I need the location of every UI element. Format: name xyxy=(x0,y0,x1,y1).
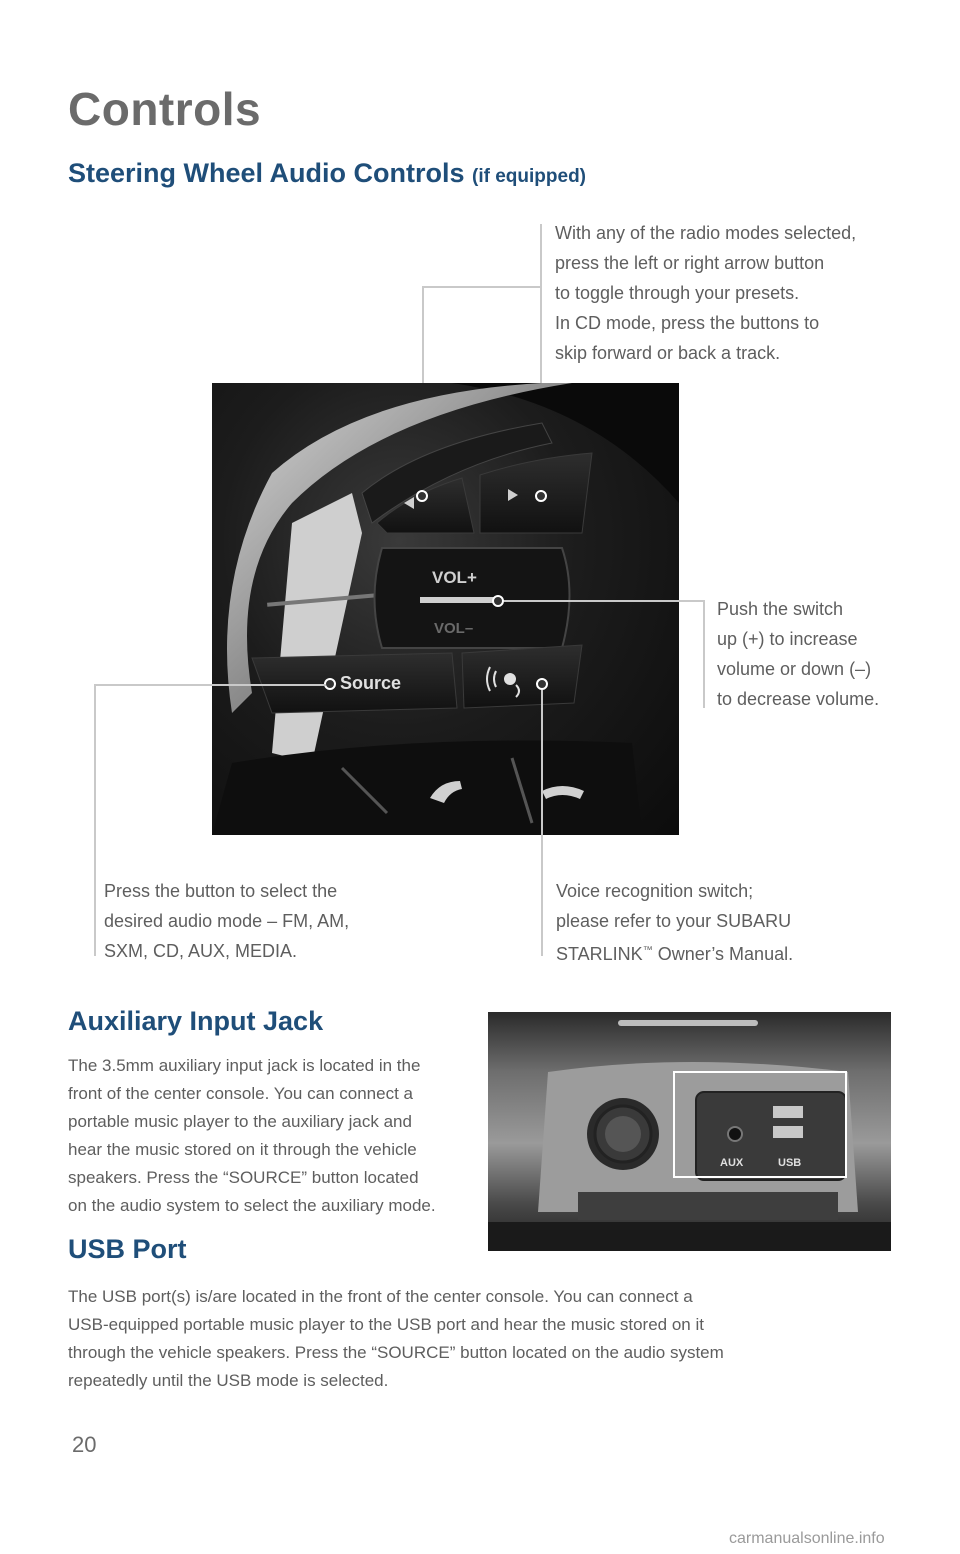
leader-line-left-arrow-horizontal xyxy=(422,286,542,288)
voice-text-main: Voice recognition switch; please refer to your SUBARU STARLINK xyxy=(556,881,792,964)
page-title: Controls xyxy=(68,83,262,135)
steering-title-suffix: (if equipped) xyxy=(472,166,586,187)
leader-line-volume-vertical xyxy=(703,600,705,708)
callout-arrow-buttons: With any of the radio modes selected, press the left or right arrow button to toggle through your presets. In CD mode, press the buttons to skip forward or back a track. xyxy=(555,223,857,363)
left-arrow-marker-dot xyxy=(416,490,428,502)
trademark-symbol: ™ xyxy=(642,945,653,956)
leader-line-voice xyxy=(541,690,543,956)
vol-up-label: VOL+ xyxy=(432,568,477,587)
volume-marker-dot xyxy=(492,595,504,607)
steering-wheel-photo xyxy=(212,383,679,835)
usb-section-title: USB Port xyxy=(68,1234,187,1264)
aux-port-label: AUX xyxy=(720,1157,744,1169)
center-console-photo xyxy=(488,1012,891,1251)
leader-line-source-vertical xyxy=(94,684,96,956)
aux-section-text: The 3.5mm auxiliary input jack is located in the front of the center console. You can connect a portable music player to the auxiliary jack and hear the music stored on it through the vehicle speakers. Press the “SOURCE” button located on the audio system to select the auxiliary mode. xyxy=(68,1056,436,1215)
watermark: carmanualsonline.info xyxy=(729,1530,885,1547)
usb-section-text: The USB port(s) is/are located in the front of the center console. You can connect a USB-equipped portable music player to the USB port and hear the music stored on it through the vehicle speakers. Press the “SOURCE” button located on the audio system repeatedly until the USB mode is selected. xyxy=(68,1287,724,1390)
callout-voice-recognition xyxy=(556,876,793,969)
leader-line-volume xyxy=(504,600,704,602)
center-console-illustration xyxy=(488,1012,891,1251)
steering-section-title xyxy=(68,158,586,189)
voice-text-end: Owner’s Manual. xyxy=(652,944,794,964)
aux-section-title: Auxiliary Input Jack xyxy=(68,1006,324,1036)
voice-marker-dot xyxy=(536,678,548,690)
steering-wheel-illustration xyxy=(212,383,679,835)
steering-title-main: Steering Wheel Audio Controls xyxy=(68,158,473,188)
right-arrow-marker-dot xyxy=(535,490,547,502)
source-button-label: Source xyxy=(340,673,402,693)
page-number: 20 xyxy=(72,1432,97,1457)
leader-line-source xyxy=(94,684,326,686)
vol-down-label: VOL– xyxy=(434,620,474,637)
callout-volume-switch: Push the switch up (+) to increase volume or down (–) to decrease volume. xyxy=(717,599,880,709)
callout-source-button: Press the button to select the desired audio mode – FM, AM, SXM, CD, AUX, MEDIA. xyxy=(104,881,350,961)
usb-port-label: USB xyxy=(778,1157,802,1169)
